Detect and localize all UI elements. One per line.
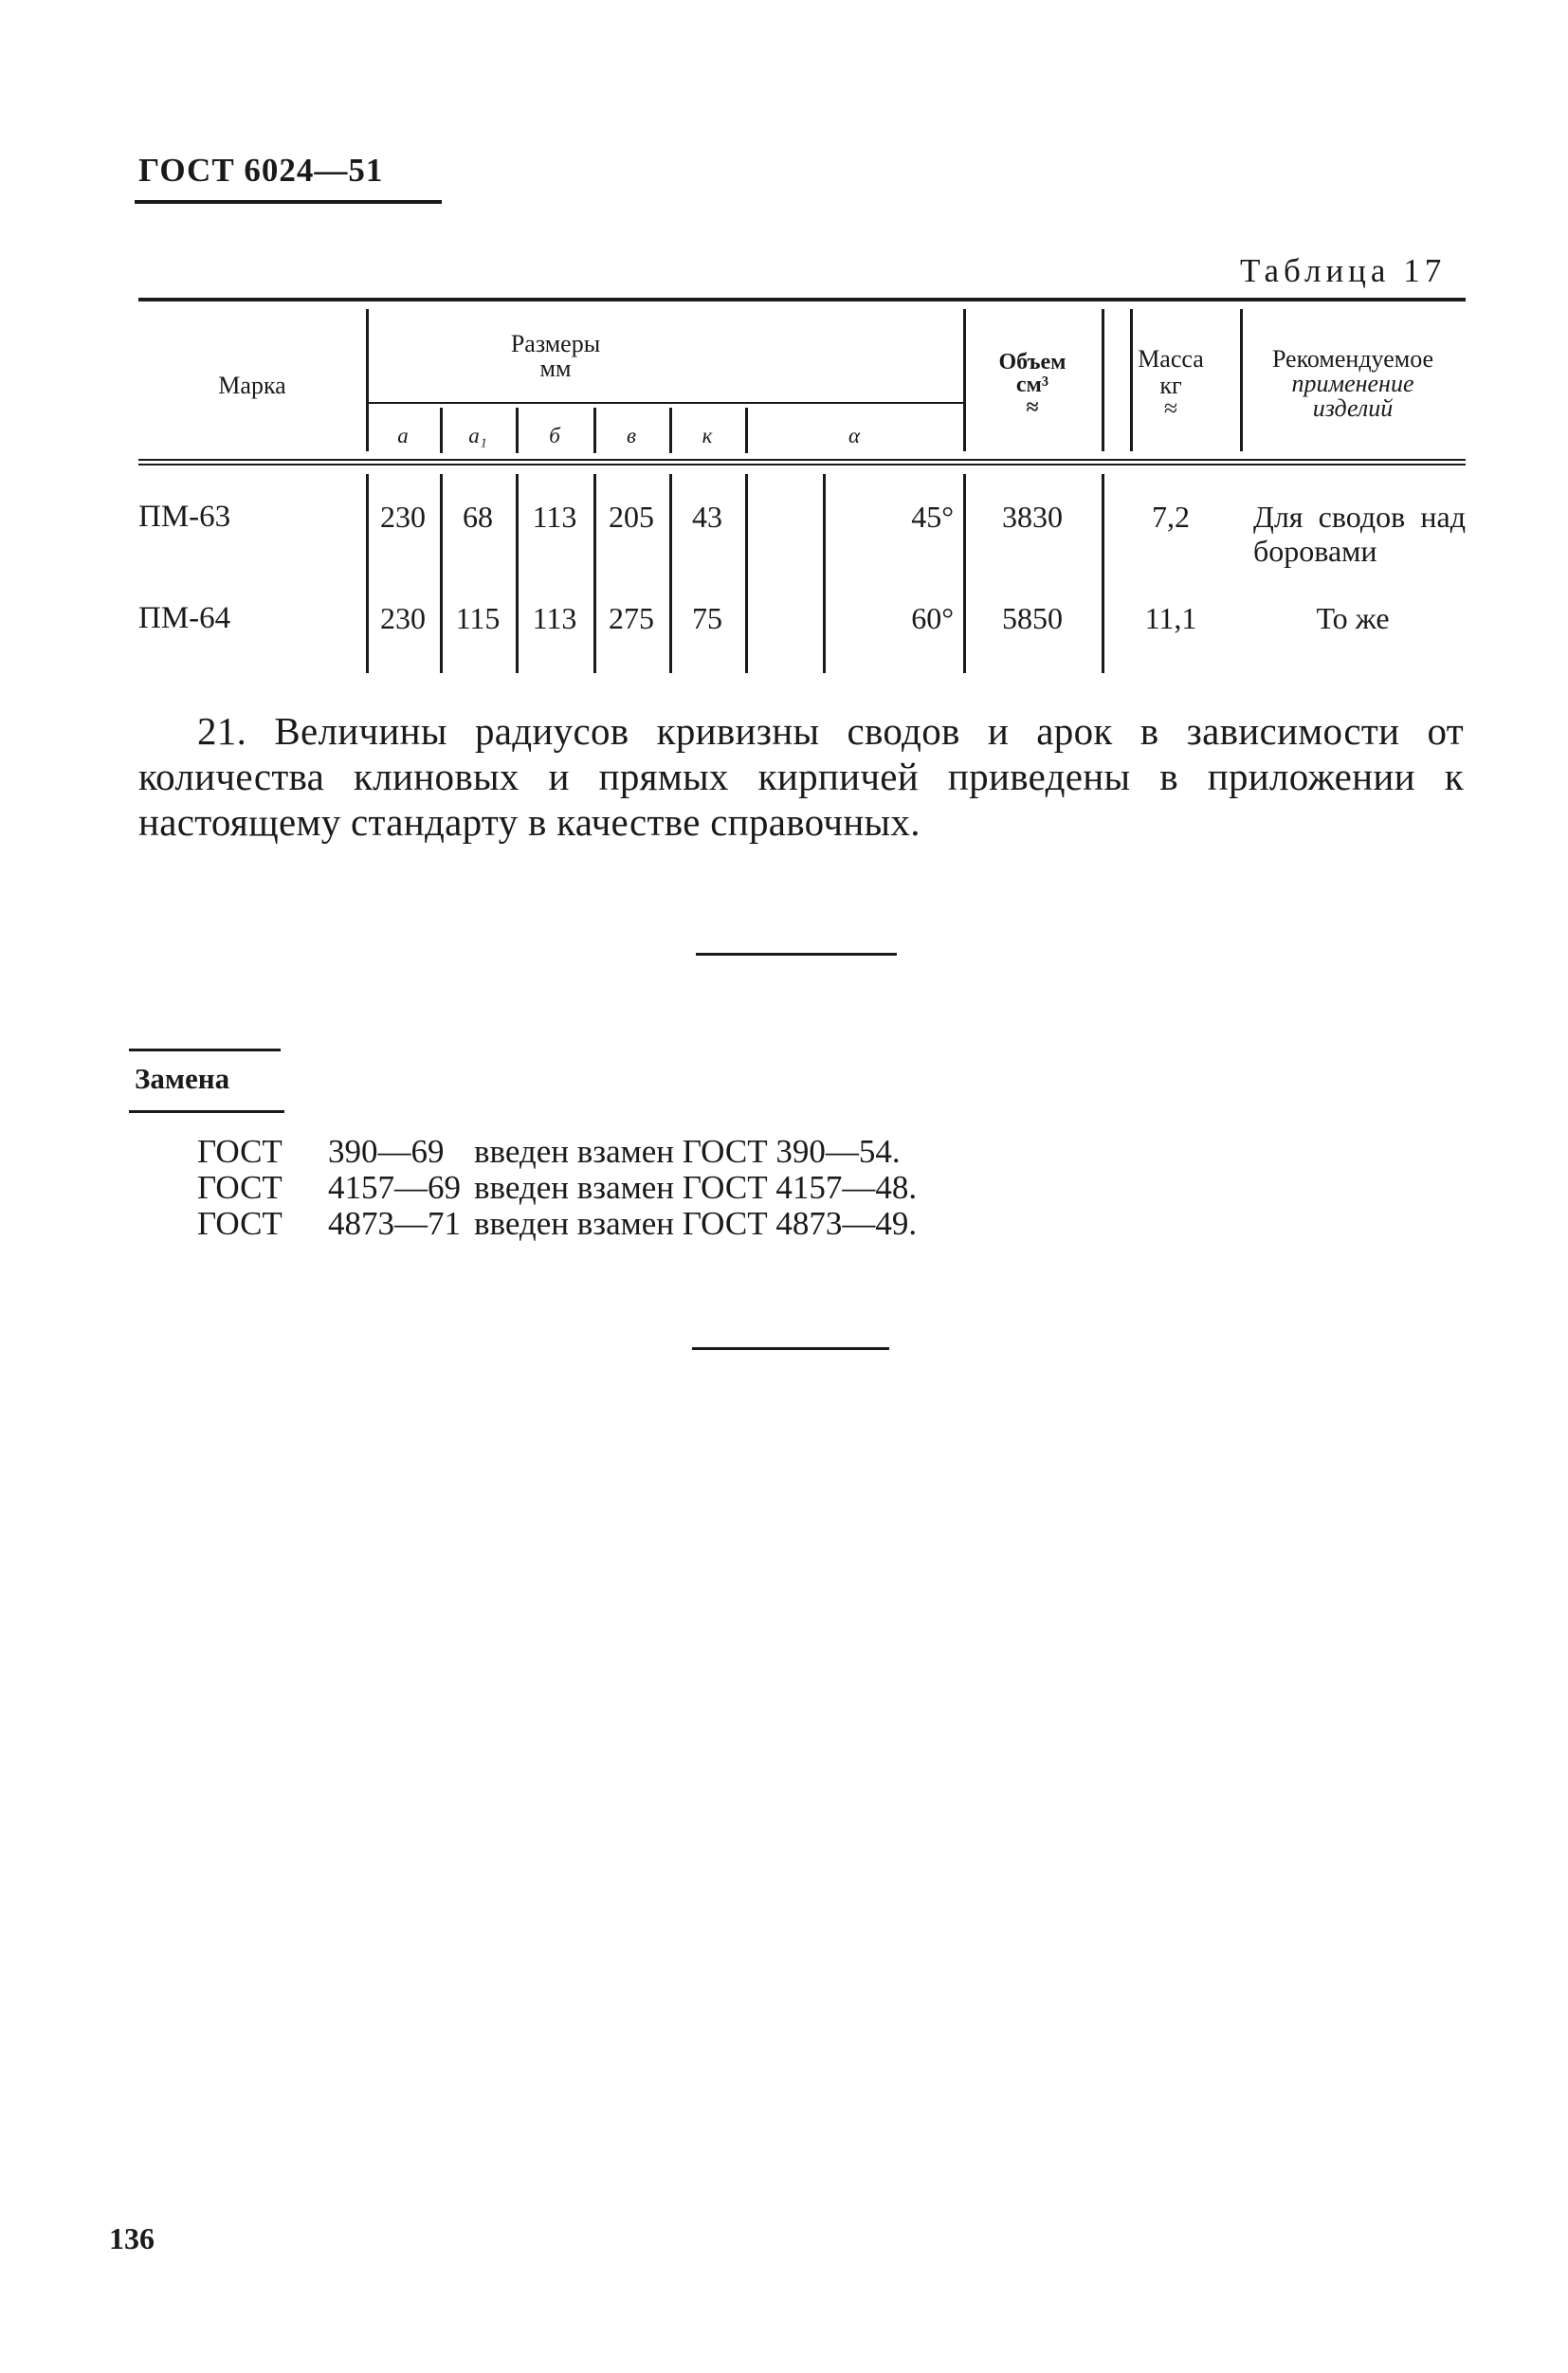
replacement-item-number: 390—69 (328, 1133, 445, 1170)
row2-mass: 11,1 (1144, 601, 1197, 635)
replacement-item (197, 1170, 917, 1206)
row2-alpha (745, 603, 963, 633)
header-volume-sign: ≈ (1026, 395, 1039, 420)
subheader-v: в (627, 424, 636, 447)
header-mass: Масса (1138, 345, 1204, 373)
paragraph-21: 21. Величины радиусов кривизны сводов и арок в зависимости от количества клиновых и прямых кирпичей приведены в приложении к настоящему стандарту в качестве справочных. (138, 709, 1464, 844)
header-use-line2: применение (1291, 370, 1414, 397)
row1-use-line1: Для сводов над (1253, 500, 1466, 534)
row1-mark: ПМ-63 (138, 500, 231, 534)
subheader-b: б (549, 424, 560, 447)
replacement-list (197, 1134, 917, 1242)
row1-v: 205 (609, 500, 654, 534)
table-caption: Таблица 17 (1240, 252, 1447, 289)
row2-a1: 115 (455, 601, 501, 635)
row1-alpha-text: 45° (911, 500, 954, 534)
row2-use: То же (1316, 601, 1390, 635)
row1-a: 230 (380, 500, 426, 534)
table-header-rule-1 (138, 459, 1466, 461)
header-dimensions-unit: мм (539, 355, 572, 382)
table-top-rule (138, 298, 1466, 301)
header-mark: Марка (218, 372, 286, 399)
replacement-item (197, 1134, 917, 1170)
replacement-title: Замена (135, 1062, 230, 1095)
col-divider-volume-mass (1102, 309, 1104, 451)
replacement-top-rule (129, 1049, 281, 1051)
header-volume: Объем (998, 350, 1067, 374)
header-mass-sign: ≈ (1163, 394, 1178, 422)
replacement-item-text: введен взамен ГОСТ 390—54. (474, 1133, 901, 1170)
row1-mass: 7,2 (1152, 500, 1190, 534)
section-separator-top (696, 953, 897, 956)
subheader-a: а (397, 424, 409, 447)
header-use-line3: изделий (1312, 394, 1394, 422)
header-mass-unit: кг (1159, 372, 1182, 399)
replacement-item-text: введен взамен ГОСТ 4873—49. (474, 1205, 918, 1242)
row1-alpha (745, 502, 963, 532)
row2-alpha-text: 60° (911, 601, 954, 635)
subheader-alpha: α (848, 424, 861, 447)
replacement-item-text: введен взамен ГОСТ 4157—48. (474, 1169, 918, 1206)
row2-b: 113 (532, 601, 577, 635)
page-number: 136 (109, 2221, 155, 2255)
row1-b: 113 (532, 500, 577, 534)
header-rule (135, 200, 442, 204)
document-header: ГОСТ 6024—51 (138, 152, 384, 189)
data-table (138, 298, 1466, 677)
row1-a1: 68 (463, 500, 493, 534)
row1-k: 43 (692, 500, 722, 534)
row2-volume: 5850 (1002, 601, 1063, 635)
replacement-bottom-rule (129, 1110, 284, 1113)
row1-use-line2: боровами (1253, 534, 1377, 568)
row1-volume: 3830 (1002, 500, 1063, 534)
row2-k: 75 (692, 601, 722, 635)
row2-a: 230 (380, 601, 426, 635)
row2-mark: ПМ-64 (138, 601, 231, 635)
header-dimensions: Размеры (510, 330, 601, 357)
replacement-item-number: 4157—69 (328, 1169, 461, 1206)
row2-v: 275 (609, 601, 654, 635)
replacement-item (197, 1206, 917, 1242)
header-use-line1: Рекомендуемое (1271, 345, 1434, 373)
subheader-a1: а₁ (468, 424, 487, 447)
section-separator-bottom (692, 1347, 889, 1350)
replacement-item-prefix: ГОСТ (197, 1205, 283, 1242)
table-header-rule-2 (138, 464, 1466, 465)
header-volume-unit: см³ (1015, 373, 1049, 397)
replacement-item-number: 4873—71 (328, 1205, 461, 1242)
replacement-item-prefix: ГОСТ (197, 1133, 283, 1170)
subheader-k: к (702, 424, 713, 447)
dimensions-sub-rule (366, 402, 963, 404)
replacement-item-prefix: ГОСТ (197, 1169, 283, 1206)
